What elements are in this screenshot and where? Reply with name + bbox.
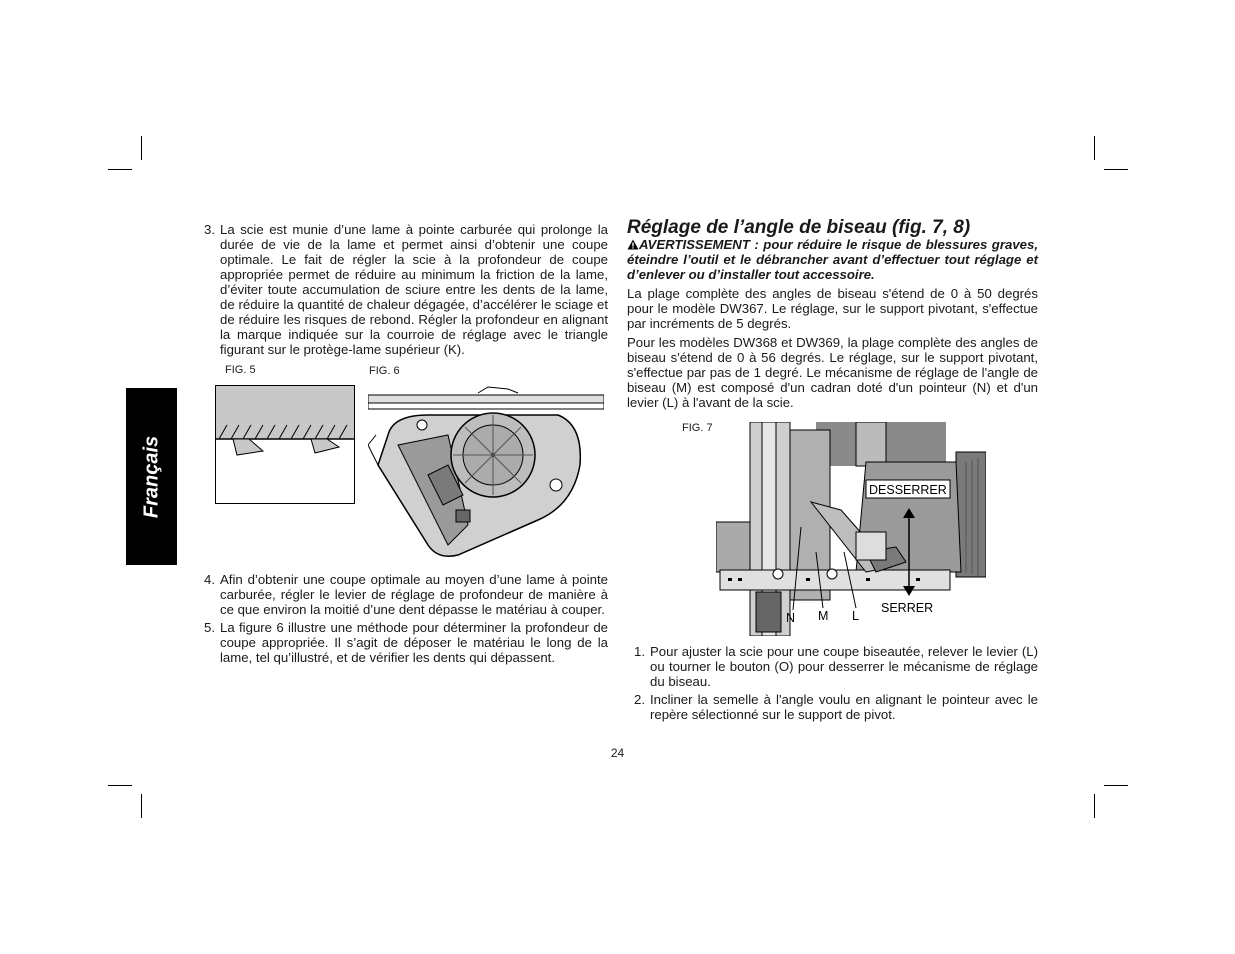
crop-mark [1094, 794, 1095, 818]
crop-mark [1104, 169, 1128, 170]
fig7-desserrer-label: DESSERRER [869, 483, 947, 497]
left-items-4-5-block [204, 572, 608, 665]
list-item-text: La figure 6 illustre une méthode pour déterminer la profondeur de coupe appropriée. Il s’agit de déposer le matériau le long de la lame, tel qu’illustré, et de vérifier les dents qui dépassent. [220, 620, 608, 665]
crop-mark [108, 169, 132, 170]
right-text-block [627, 217, 1038, 410]
list-item: 3. La scie est munie d’une lame à pointe carburée qui prolonge la durée de vie de la lame et permet ainsi d’obtenir une coupe optimale. Le fait de régler la scie à la profondeur de coupe appropriée permet de réduire au minimum la friction de la lame, d’éviter toute accumulation de sciure entre les dents de la lame, de réduire la quantité de chaleur dégagée, d’accélérer le sciage et de réduire les risques de rebond. Régler la profondeur en alignant la marque indiquée sur la courroie de réglage avec le triangle figurant sur le protège-lame supérieur (K). [204, 222, 608, 357]
paragraph: Pour les modèles DW368 et DW369, la plage complète des angles de biseau s'étend de 0 à 56 degrés. Le réglage, sur le support pivotant, s'effectue par pas de 1 degré. Le mécanisme de réglage de l'angle de biseau (M) est composé d'un cadran doté d'un pointeur (N) et d'un levier (L) à l'avant de la scie. [627, 335, 1038, 410]
fig7-label: FIG. 7 [682, 422, 713, 434]
crop-mark [1094, 136, 1095, 160]
crop-mark [1104, 785, 1128, 786]
list-item: 2. Incliner la semelle à l'angle voulu en alignant le pointeur avec le repère sélectionné sur le support de pivot. [634, 692, 1038, 722]
warning-paragraph [627, 237, 1038, 282]
fig5-blade-illustration [215, 385, 355, 504]
page-number: 24 [610, 746, 625, 760]
fig7-bevel-illustration [716, 422, 986, 636]
fig7-serrer-label: SERRER [881, 601, 934, 615]
crop-mark [141, 136, 142, 160]
list-item-text: Pour ajuster la scie pour une coupe biseautée, relever le levier (L) ou tourner le bouton (O) pour desserrer le mécanisme de réglage du biseau. [650, 644, 1038, 689]
warning-text: AVERTISSEMENT : pour réduire le risque de blessures graves, éteindre l’outil et le débrancher avant d’effectuer tout réglage et d’enlever ou d’installer tout accessoire. [627, 237, 1038, 282]
list-item: 1. Pour ajuster la scie pour une coupe biseautée, relever le levier (L) ou tourner le bouton (O) pour desserrer le mécanisme de réglage du biseau. [634, 644, 1038, 689]
fig5-label: FIG. 5 [225, 364, 256, 376]
section-heading: Réglage de l’angle de biseau (fig. 7, 8) [627, 217, 971, 238]
left-item3-block [204, 222, 608, 357]
fig6-label: FIG. 6 [369, 365, 400, 377]
crop-mark [141, 794, 142, 818]
language-tab-label: Français [140, 435, 162, 518]
list-item: 4. Afin d’obtenir une coupe optimale au moyen d’une lame à pointe carburée, régler le levier de réglage de profondeur de manière à ce que environ la moitié d’une dent dépasse le matériau à couper. [204, 572, 608, 617]
fig7-l-label: L [852, 609, 859, 623]
warning-triangle-icon [627, 239, 639, 250]
crop-mark [108, 785, 132, 786]
list-item-text: La scie est munie d’une lame à pointe carburée qui prolonge la durée de vie de la lame et permet ainsi d’obtenir une coupe optimale. Le fait de régler la scie à la profondeur de coupe appropriée permet de réduire au minimum la friction de la lame, d’éviter toute accumulation de sciure entre les dents de la lame, de réduire la quantité de chaleur dégagée, d’accélérer le sciage et de réduire les risques de rebond. Régler la profondeur en alignant la marque indiquée sur la courroie de réglage avec le triangle figurant sur le protège-lame supérieur (K). [220, 222, 608, 357]
fig7-m-label: M [818, 609, 829, 623]
right-steps-block [634, 644, 1038, 722]
list-item-text: Afin d’obtenir une coupe optimale au moyen d’une lame à pointe carburée, régler le levier de réglage de profondeur de manière à ce que environ la moitié d’une dent dépasse le matériau à couper. [220, 572, 608, 617]
language-tab [126, 388, 177, 565]
paragraph: La plage complète des angles de biseau s'étend de 0 à 50 degrés pour le modèle DW367. Le réglage, sur le support pivotant, s'effectue par incréments de 5 degrés. [627, 286, 1038, 331]
list-item-text: Incliner la semelle à l'angle voulu en alignant le pointeur avec le repère sélectionné sur le support de pivot. [650, 692, 1038, 722]
list-item: 5. La figure 6 illustre une méthode pour déterminer la profondeur de coupe appropriée. Il s’agit de déposer le matériau le long de la lame, tel qu’illustré, et de vérifier les dents qui dépassent. [204, 620, 608, 665]
fig6-saw-illustration [368, 385, 604, 560]
fig7-n-label: N [786, 611, 796, 625]
